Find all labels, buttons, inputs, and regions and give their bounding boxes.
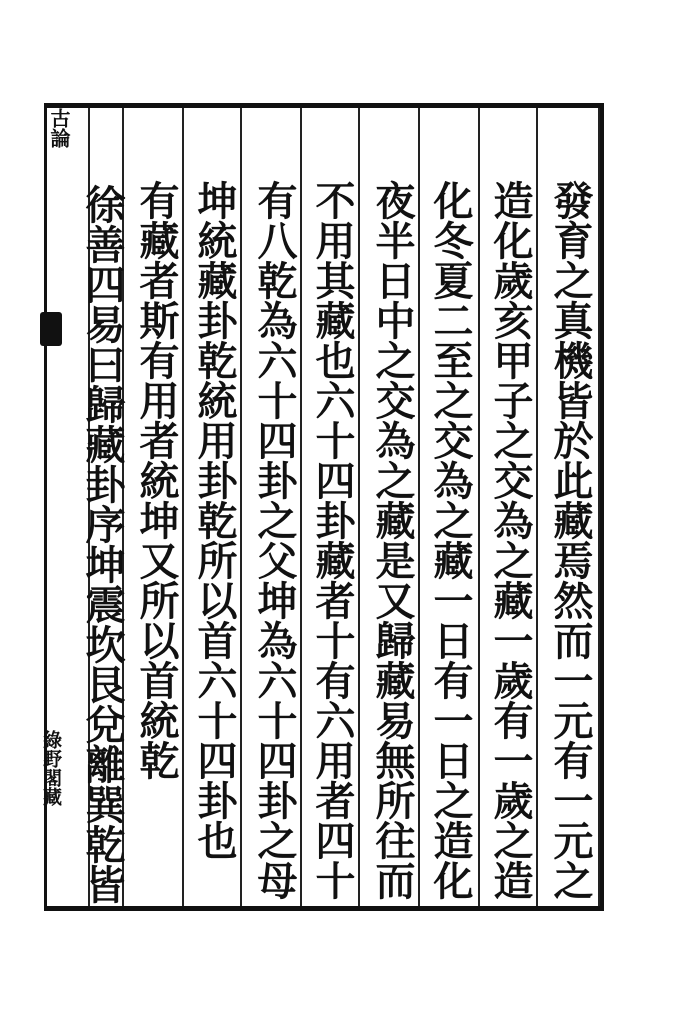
column-rule [182, 108, 184, 906]
column-rule [478, 108, 480, 906]
text-column-6: 有八乾為六十四卦之父坤為六十四卦之母 [251, 180, 298, 900]
column-rule [418, 108, 420, 906]
text-column-4: 夜半日中之交為之藏是又歸藏易無所往而 [369, 180, 416, 900]
text-column-9: 徐善四易曰歸藏卦序坤震坎艮兌離巽乾皆 [79, 184, 126, 904]
column-rule [598, 108, 600, 906]
column-rule [300, 108, 302, 906]
text-column-1: 發育之真機皆於此藏焉然而一元有一元之 [547, 180, 594, 900]
margin-footer: 綠野閣藏 [40, 730, 62, 806]
text-column-7: 坤統藏卦乾統用卦乾所以首六十四卦也 [191, 180, 238, 860]
column-rule [240, 108, 242, 906]
margin-fishtail-mark [40, 312, 62, 346]
margin-title: 古論 [47, 108, 71, 148]
text-column-3: 化冬夏二至之交為之藏一日有一日之造化 [427, 180, 474, 900]
text-column-2: 造化歲亥甲子之交為之藏一歲有一歲之造 [487, 180, 534, 900]
text-column-8: 有藏者斯有用者統坤又所以首統乾 [133, 180, 180, 780]
text-column-5: 不用其藏也六十四卦藏者十有六用者四十 [309, 180, 356, 900]
column-rule [536, 108, 538, 906]
column-rule [358, 108, 360, 906]
